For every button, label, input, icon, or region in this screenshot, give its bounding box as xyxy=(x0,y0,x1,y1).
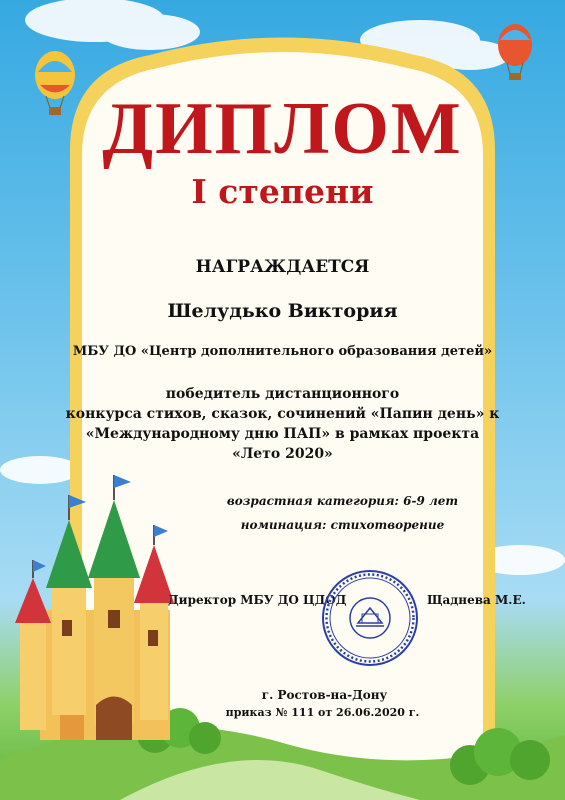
director-title: Директор МБУ ДО ЦДОД xyxy=(168,593,347,607)
awarded-heading: НАГРАЖДАЕТСЯ xyxy=(195,257,370,277)
diploma-degree: I степени xyxy=(191,172,374,211)
nomination: номинация: стихотворение xyxy=(240,518,445,532)
official-stamp xyxy=(320,568,420,668)
order-number: приказ № 111 от 26.06.2020 г. xyxy=(225,706,420,719)
winner-text xyxy=(0,384,565,464)
city: г. Ростов-на-Дону xyxy=(261,688,388,702)
organization: МБУ ДО «Центр дополнительного образования детей» xyxy=(72,344,493,359)
winner-line: конкурса стихов, сказок, сочинений «Папин день» к xyxy=(65,406,500,422)
winner-line: «Лето 2020» xyxy=(232,446,333,462)
winner-line: победитель дистанционного xyxy=(165,386,400,402)
recipient-name: Шелудько Виктория xyxy=(167,300,398,322)
winner-line: «Международному дню ПАП» в рамках проекта xyxy=(85,426,480,442)
signer-name: Щаднева М.Е. xyxy=(427,593,526,607)
diploma-title: ДИПЛОМ xyxy=(102,88,463,170)
age-category: возрастная категория: 6-9 лет xyxy=(226,494,459,508)
